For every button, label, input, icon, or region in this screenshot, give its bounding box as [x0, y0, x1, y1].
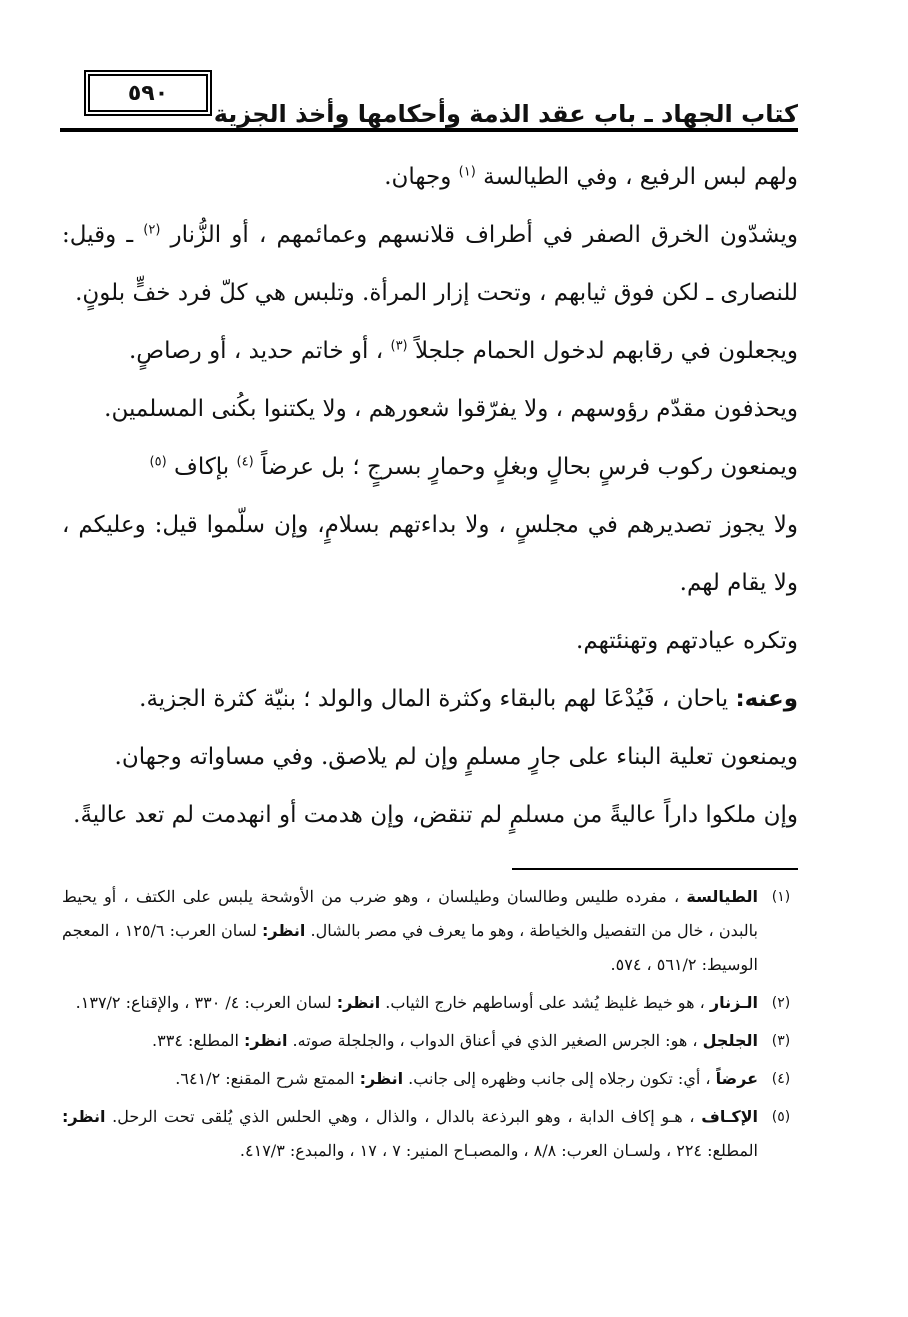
footnote-number: (٥): [771, 1109, 791, 1125]
footnote-number: (١): [771, 889, 791, 905]
paragraph: [62, 322, 798, 380]
footnote-body: ، هو خيط غليظ يُشد على أوساطهم خارج الثياب.: [385, 993, 705, 1012]
paragraph: [62, 380, 798, 438]
paragraph: [62, 206, 798, 322]
footnote-source: المطلع: ٢٢٤ ، ولسـان العرب: ٨/٨ ، والمصبـاح المنير: ٧ ، ١٧ ، والمبدع: ٤١٧/٣.: [239, 1141, 758, 1160]
footnote-text: [62, 880, 764, 982]
footnote: [62, 1100, 798, 1168]
footnote-source: المطلع: ٣٣٤.: [152, 1031, 239, 1050]
paragraph-text: ويمنعون ركوب فرسٍ بحالٍ وبغلٍ وحمارٍ بسرجٍ ؛ بل عرضاً: [260, 454, 798, 480]
footnotes: [62, 880, 798, 1172]
footnote-number: (٤): [771, 1071, 791, 1087]
footnote-body: ، مفرده طليس وطالسان وطيلسان ، وهو ضرب من الأوشحة يلبس على الكتف ، أو يحيط بالبدن ، خال من التفصيل والخياطة ، وهو ما يعرف في مصر بالشال.: [62, 887, 759, 940]
footnote-see-label: انظر:: [336, 993, 381, 1012]
paragraph-text: ويجعلون في رقابهم لدخول الحمام جلجلاً: [414, 338, 798, 364]
paragraph-text: ويشدّون الخرق الصفر في أطراف قلانسهم وعمائمهم ، أو الزُّنار: [170, 222, 799, 248]
paragraph: [62, 786, 798, 844]
footnote-ref: (٢): [143, 222, 161, 238]
paragraph-text: ويحذفون مقدّم رؤوسهم ، ولا يفرّقوا شعورهم ، ولا يكتنوا بكُنى المسلمين.: [104, 396, 798, 422]
paragraph: [62, 438, 798, 496]
footnote-see-label: انظر:: [261, 921, 306, 940]
footnote-see-label: انظر:: [62, 1107, 106, 1126]
footnote-number: (٣): [771, 1033, 791, 1049]
footnote-see-label: انظر:: [359, 1069, 404, 1088]
footnote: [62, 986, 798, 1020]
paragraph-text: وإن ملكوا داراً عاليةً من مسلمٍ لم تنقض، وإن هدمت أو انهدمت لم تعد عاليةً.: [73, 802, 798, 828]
paragraph: [62, 612, 798, 670]
paragraph: [62, 148, 798, 206]
paragraph-tail: وجهان.: [384, 164, 452, 190]
footnote-body: ، هو: الجرس الصغير الذي في أعناق الدواب ، والجلجلة صوته.: [292, 1031, 698, 1050]
footnote-text: [62, 986, 764, 1020]
paragraph-tail: ، أو خاتم حديد ، أو رصاصٍ.: [129, 338, 384, 364]
footnote: [62, 880, 798, 982]
paragraph-text: ياحان ، فَيُدْعَا لهم بالبقاء وكثرة المال والولد ؛ بنيّة كثرة الجزية.: [139, 686, 736, 712]
footnote: [62, 1062, 798, 1096]
page-number: ٥٩٠: [84, 70, 212, 116]
footnote-term: الـزنار: [709, 993, 758, 1012]
footnote-source: لسان العرب: ١٢٥/٦ ، المعجم الوسيط: ٥٦١/٢ ، ٥٧٤.: [62, 921, 758, 974]
paragraph-tail: ـ وقيل: للنصارى ـ لكن فوق ثيابهم ، وتحت إزار المرأة. وتلبس هي كلّ فرد خفٍّ بلونٍ.: [62, 222, 798, 306]
footnote-term: الجلجل: [702, 1031, 758, 1050]
footnote-separator: [512, 868, 798, 870]
footnote-ref: (٣): [390, 338, 408, 354]
footnote-term: الإكـاف: [701, 1107, 759, 1126]
main-text: [62, 148, 798, 844]
footnote-body: ، أي: تكون رجلاه إلى جانب وظهره إلى جانب.: [408, 1069, 711, 1088]
paragraph-lead: وعنه:: [735, 686, 798, 712]
footnote-text: [62, 1062, 764, 1096]
footnote-term: الطيالسة: [686, 887, 758, 906]
footnote-see-label: انظر:: [244, 1031, 288, 1050]
footnote-text: [62, 1100, 764, 1168]
paragraph-text: ويمنعون تعلية البناء على جارٍ مسلمٍ وإن لم يلاصق. وفي مساواته وجهان.: [114, 744, 798, 770]
paragraph: [62, 728, 798, 786]
footnote-body: ، هـو إكاف الدابة ، وهو البرذعة بالدال ، والذال ، وهي الحلس الذي يُلقى تحت الرحل.: [112, 1107, 695, 1126]
footnote-text: [62, 1024, 764, 1058]
footnote-ref: (٥): [149, 454, 167, 470]
paragraph-text: ولهم لبس الرفيع ، وفي الطيالسة: [483, 164, 798, 190]
footnote-source: الممتع شرح المقنع: ٦٤١/٢.: [175, 1069, 355, 1088]
footnote-term: عرضاً: [715, 1069, 758, 1088]
paragraph-text: وتكره عيادتهم وتهنئتهم.: [576, 628, 798, 654]
footnote-ref: (١): [458, 164, 476, 180]
page-header: [60, 70, 798, 130]
page-title: كتاب الجهاد ـ باب عقد الذمة وأحكامها وأخذ الجزية: [213, 100, 798, 128]
header-rule: [60, 128, 798, 132]
paragraph: [62, 670, 798, 728]
footnote: [62, 1024, 798, 1058]
footnote-source: لسان العرب: ٤/ ٣٣٠ ، والإقناع: ١٣٧/٢.: [75, 993, 332, 1012]
paragraph-text: ولا يجوز تصديرهم في مجلسٍ ، ولا بداءتهم بسلامٍ، وإن سلّموا قيل: وعليكم ، ولا يقام لهم.: [62, 512, 798, 596]
paragraph-tail: بإكاف: [173, 454, 230, 480]
footnote-ref: (٤): [236, 454, 254, 470]
paragraph: [62, 496, 798, 612]
footnote-number: (٢): [771, 995, 791, 1011]
